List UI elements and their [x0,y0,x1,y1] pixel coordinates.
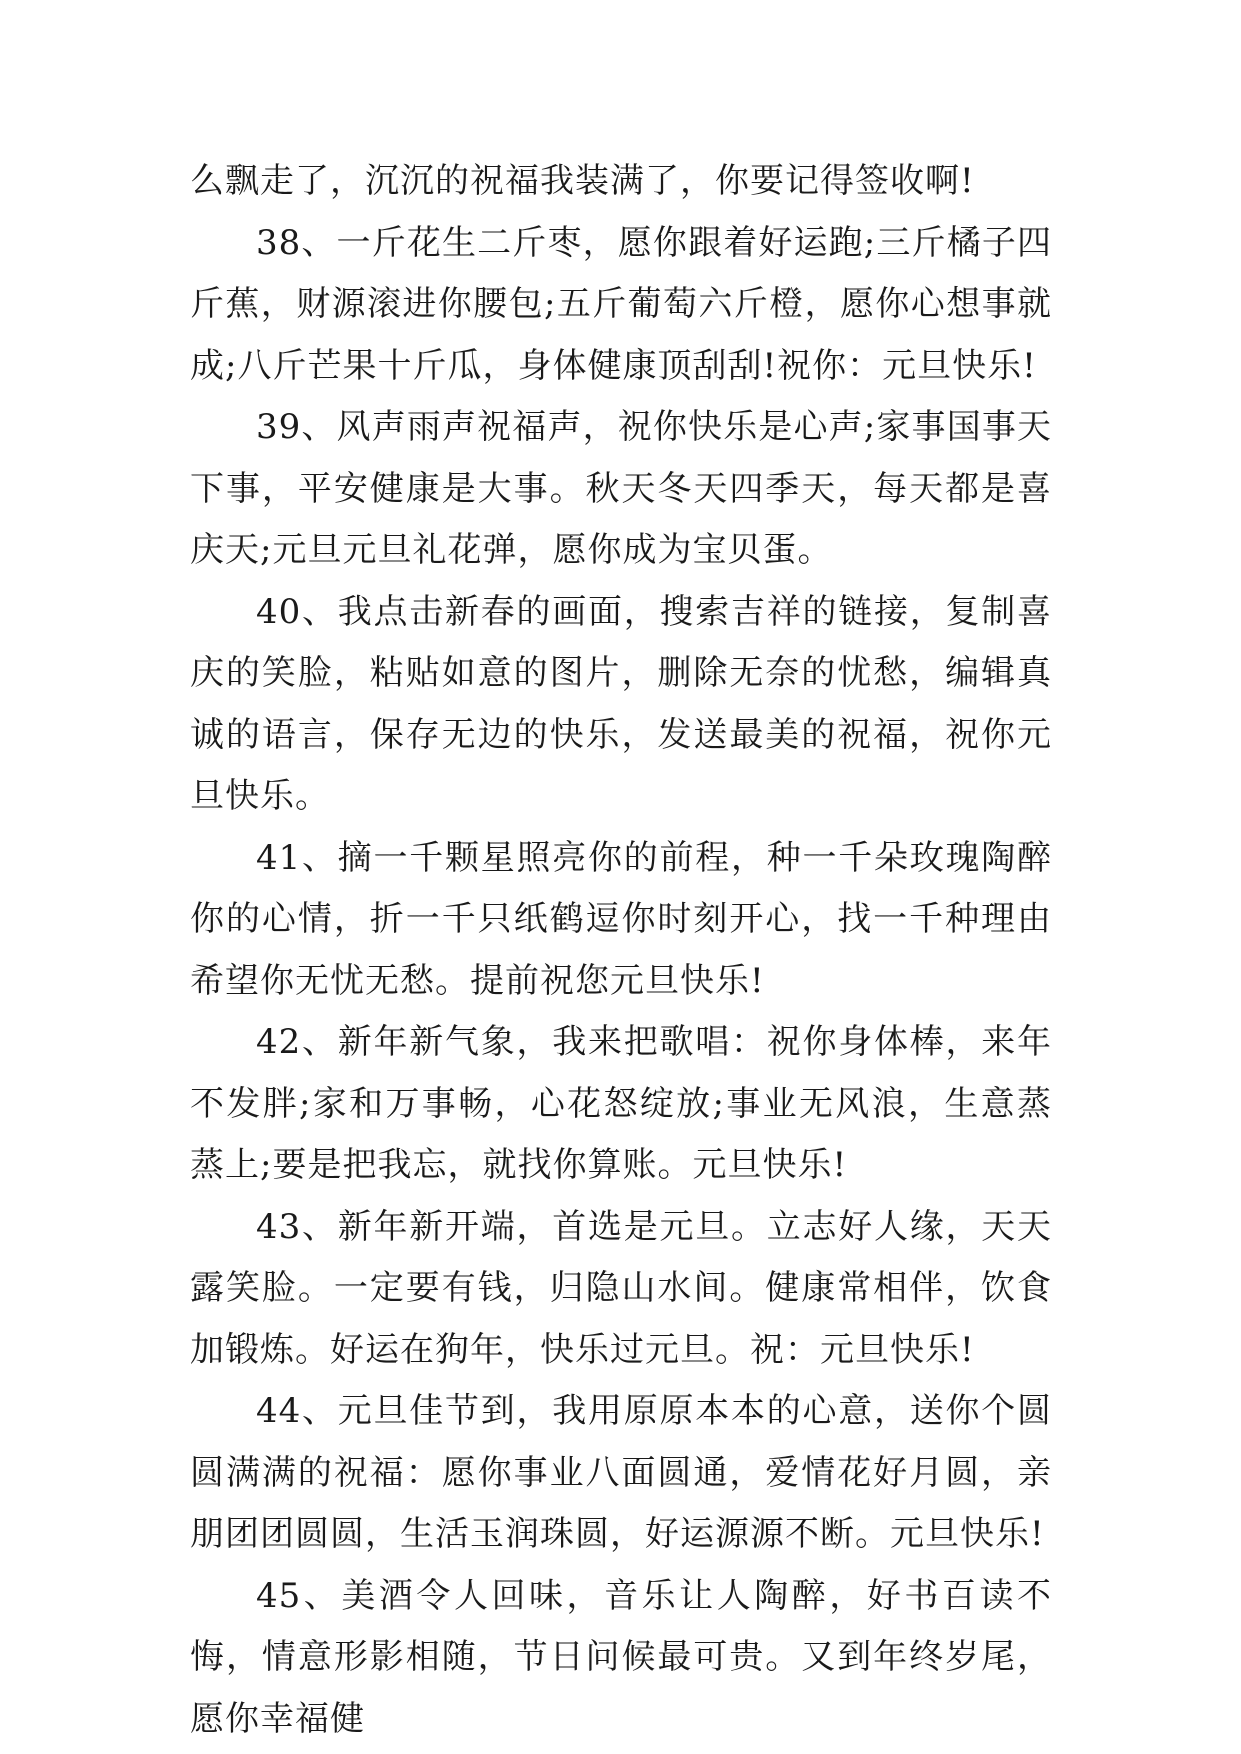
paragraph-44: 44、元旦佳节到，我用原原本本的心意，送你个圆圆满满的祝福：愿你事业八面圆通，爱情花好月圆，亲朋团团圆圆，生活玉润珠圆，好运源源不断。元旦快乐! [190,1391,1052,1554]
paragraph-38: 38、一斤花生二斤枣，愿你跟着好运跑;三斤橘子四斤蕉，财源滚进你腰包;五斤葡萄六斤橙，愿你心想事就成;八斤芒果十斤瓜，身体健康顶刮刮!祝你：元旦快乐! [190,222,1052,386]
paragraph-43: 43、新年新开端，首选是元旦。立志好人缘，天天露笑脸。一定要有钱，归隐山水间。健康常相伴，饮食加锻炼。好运在狗年，快乐过元旦。祝：元旦快乐! [190,1206,1052,1370]
paragraph-41: 41、摘一千颗星照亮你的前程，种一千朵玫瑰陶醉你的心情，折一千只纸鹤逗你时刻开心，找一千种理由希望你无忧无愁。提前祝您元旦快乐! [190,837,1052,1001]
paragraph-continuation: 么飘走了，沉沉的祝福我装满了，你要记得签收啊! [190,161,975,201]
document-body [190,151,1052,1750]
paragraph-45: 45、美酒令人回味，音乐让人陶醉，好书百读不悔，情意形影相随，节日问候最可贵。又到年终岁尾，愿你幸福健 [190,1575,1052,1739]
paragraph-40: 40、我点击新春的画面，搜索吉祥的链接，复制喜庆的笑脸，粘贴如意的图片，删除无奈的忧愁，编辑真诚的语言，保存无边的快乐，发送最美的祝福，祝你元旦快乐。 [190,591,1052,816]
paragraph-39: 39、风声雨声祝福声，祝你快乐是心声;家事国事天下事，平安健康是大事。秋天冬天四季天，每天都是喜庆天;元旦元旦礼花弹，愿你成为宝贝蛋。 [190,407,1052,570]
paragraph-42: 42、新年新气象，我来把歌唱：祝你身体棒，来年不发胖;家和万事畅，心花怒绽放;事业无风浪，生意蒸蒸上;要是把我忘，就找你算账。元旦快乐! [190,1022,1052,1185]
